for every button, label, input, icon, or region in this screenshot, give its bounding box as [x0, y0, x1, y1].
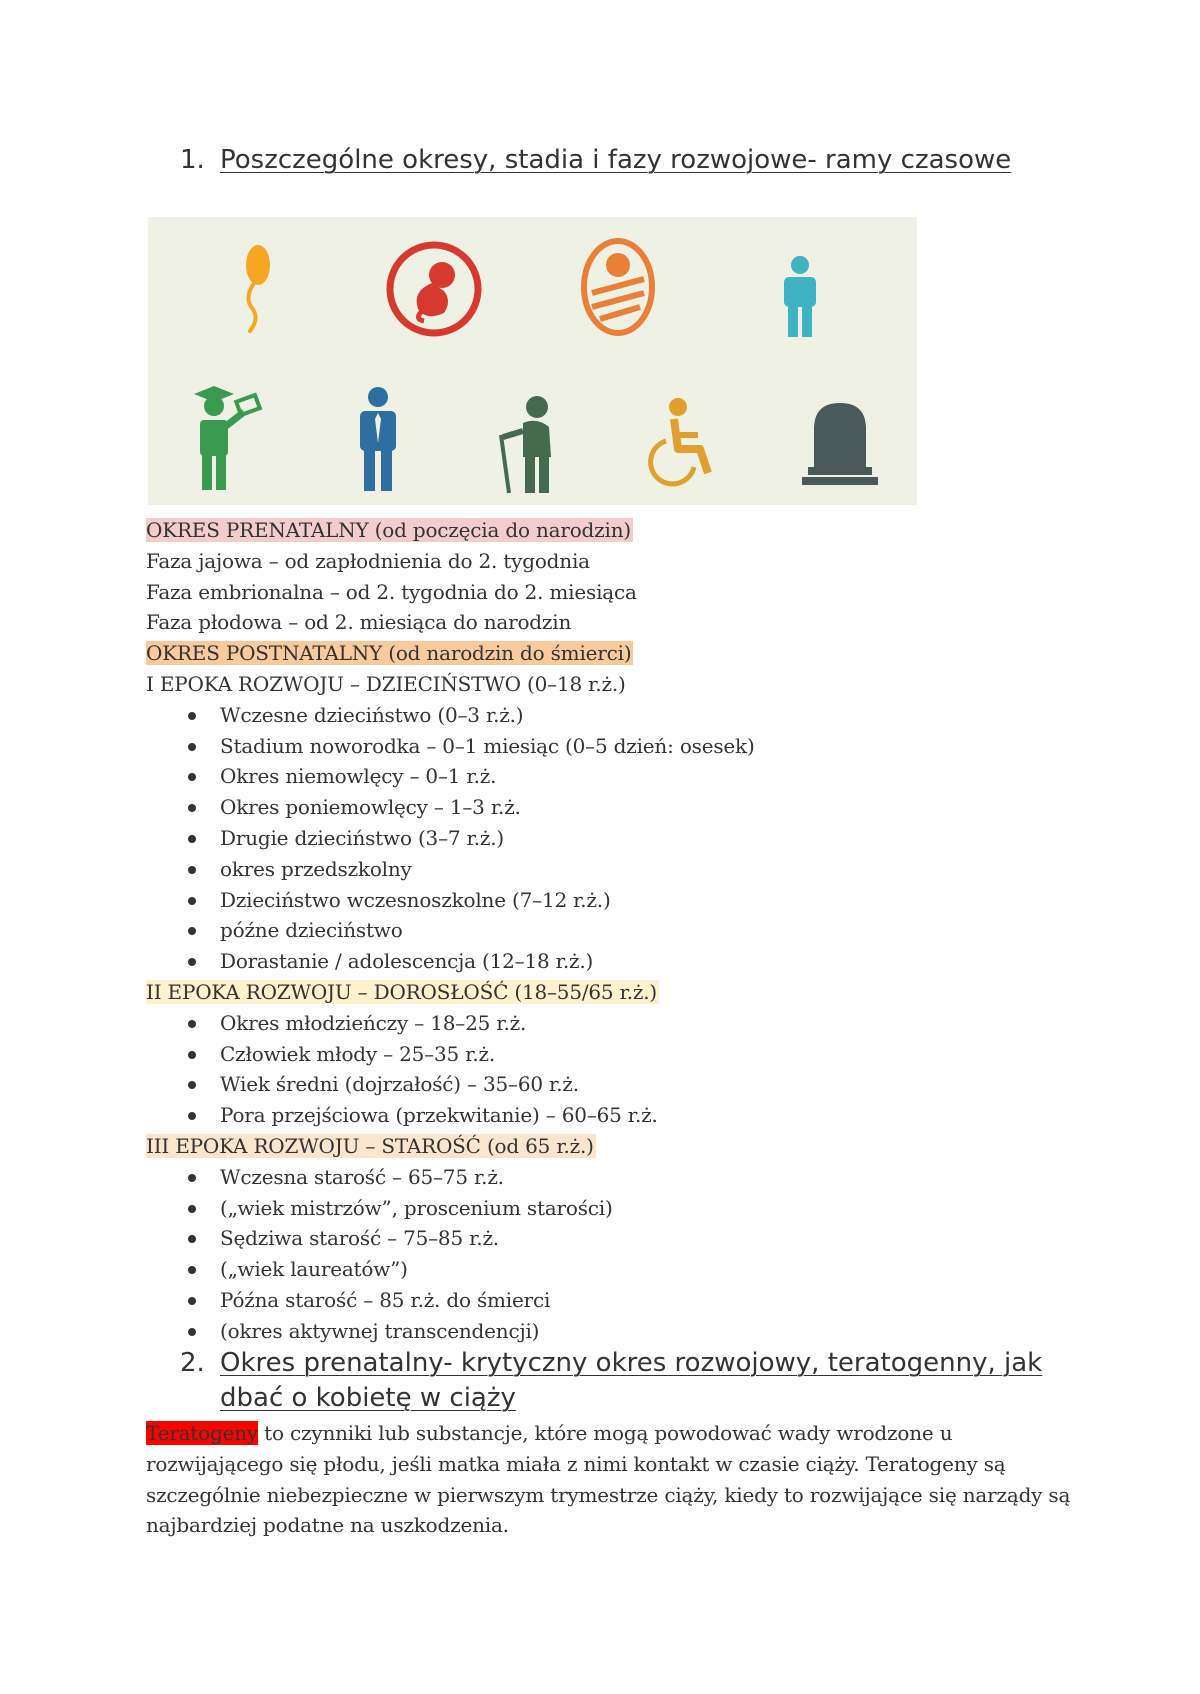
list-item-text: Okres poniemowlęcy – 1–3 r.ż. — [220, 795, 521, 820]
heading-number: 2. — [180, 1348, 205, 1378]
list-item-text: Dorastanie / adolescencja (12–18 r.ż.) — [220, 949, 594, 974]
list-item-text: Okres młodzieńczy – 18–25 r.ż. — [220, 1010, 527, 1035]
heading-2 — [180, 1346, 1080, 1416]
heading-1 — [180, 143, 1080, 178]
list-item — [146, 1316, 1106, 1347]
section-header — [146, 638, 1106, 669]
list-item — [146, 915, 1106, 946]
list-item — [146, 1193, 1106, 1224]
child-icon — [778, 255, 822, 339]
list-item-text: (okres aktywnej transcendencji) — [220, 1318, 540, 1343]
list-item-text: („wiek laureatów”) — [220, 1257, 408, 1282]
list-item — [146, 1223, 1106, 1254]
newborn-icon — [578, 235, 658, 339]
heading-text: Okres prenatalny- krytyczny okres rozwojowy, teratogenny, jak dbać o kobietę w ciąży — [220, 1348, 1043, 1413]
list-item-text: Pora przejściowa (przekwitanie) – 60–65 r.ż. — [220, 1103, 658, 1128]
list-item — [146, 761, 1106, 792]
section-header — [146, 1131, 1106, 1162]
text-line — [146, 546, 1106, 577]
list-item — [146, 854, 1106, 885]
line-text: Faza płodowa – od 2. miesiąca do narodzin — [146, 610, 572, 635]
list-item — [146, 946, 1106, 977]
wheelchair-icon — [648, 397, 718, 487]
list-item-text: Wczesna starość – 65–75 r.ż. — [220, 1164, 504, 1189]
life-stages-figure — [148, 217, 917, 505]
adult-man-icon — [356, 387, 400, 492]
section-header — [146, 515, 1106, 546]
list-item-text: późne dzieciństwo — [220, 918, 403, 943]
tombstone-icon — [802, 399, 878, 487]
list-item — [146, 1162, 1106, 1193]
line-text: III EPOKA ROZWOJU – STAROŚĆ (od 65 r.ż.) — [146, 1133, 594, 1158]
list-item-text: („wiek mistrzów”, proscenium starości) — [220, 1195, 613, 1220]
line-text: OKRES POSTNATALNY (od narodzin do śmierci) — [146, 641, 632, 666]
list-item-text: Wiek średni (dojrzałość) – 35–60 r.ż. — [220, 1072, 579, 1097]
list-item — [146, 700, 1106, 731]
teratogens-paragraph — [146, 1418, 1076, 1541]
list-item-text: okres przedszkolny — [220, 856, 412, 881]
list-item-text: Późna starość – 85 r.ż. do śmierci — [220, 1287, 551, 1312]
list-item-text: Człowiek młody – 25–35 r.ż. — [220, 1041, 495, 1066]
elderly-man-icon — [493, 395, 563, 495]
list-item-text: Okres niemowlęcy – 0–1 r.ż. — [220, 764, 497, 789]
line-text: Faza embrionalna – od 2. tygodnia do 2. miesiąca — [146, 579, 637, 604]
sperm-icon — [236, 243, 276, 333]
text-line — [146, 607, 1106, 638]
list-item-text: Sędziwa starość – 75–85 r.ż. — [220, 1226, 499, 1251]
list-item — [146, 1008, 1106, 1039]
heading-text: Poszczególne okresy, stadia i fazy rozwojowe- ramy czasowe — [220, 145, 1012, 175]
line-text: I EPOKA ROZWOJU – DZIECIŃSTWO (0–18 r.ż.) — [146, 671, 626, 696]
list-item — [146, 885, 1106, 916]
text-line — [146, 669, 1106, 700]
list-item — [146, 1285, 1106, 1316]
stages-list — [146, 515, 1106, 1347]
list-item-text: Drugie dzieciństwo (3–7 r.ż.) — [220, 825, 504, 850]
paragraph-text: to czynniki lub substancje, które mogą powodować wady wrodzone u rozwijającego się płodu, jeśli matka miała z nimi kontakt w czasie ciąży. Teratogeny są szczególnie niebezpieczne w pierwszym trymestrze ciąży, kiedy to rozwijające się narządy są najbardziej podatne na uszkodzenia. — [146, 1421, 1071, 1538]
text-line — [146, 577, 1106, 608]
list-item — [146, 1100, 1106, 1131]
highlighted-term: Teratogeny — [146, 1421, 259, 1445]
list-item-text: Stadium noworodka – 0–1 miesiąc (0–5 dzień: osesek) — [220, 733, 755, 758]
list-item — [146, 731, 1106, 762]
list-item — [146, 1254, 1106, 1285]
fetus-icon — [384, 239, 484, 339]
list-item — [146, 792, 1106, 823]
list-item — [146, 823, 1106, 854]
line-text: OKRES PRENATALNY (od poczęcia do narodzin) — [146, 518, 631, 542]
list-item — [146, 1039, 1106, 1070]
line-text: II EPOKA ROZWOJU – DOROSŁOŚĆ (18–55/65 r.ż.) — [146, 979, 658, 1004]
heading-number: 1. — [180, 145, 205, 175]
list-item-text: Wczesne dzieciństwo (0–3 r.ż.) — [220, 702, 524, 727]
graduate-icon — [188, 382, 268, 492]
list-item — [146, 1069, 1106, 1100]
list-item-text: Dzieciństwo wczesnoszkolne (7–12 r.ż.) — [220, 887, 611, 912]
line-text: Faza jajowa – od zapłodnienia do 2. tygodnia — [146, 548, 590, 573]
section-header — [146, 977, 1106, 1008]
